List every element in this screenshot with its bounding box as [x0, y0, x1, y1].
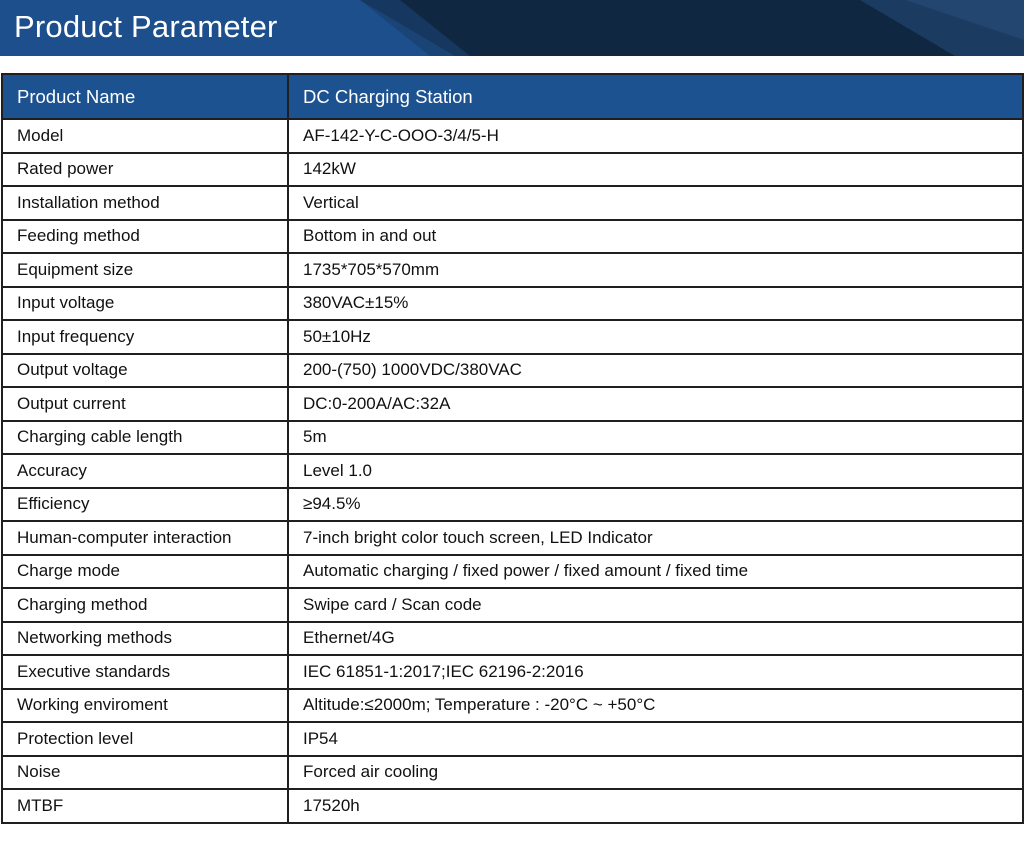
row-label-cell: Equipment size [2, 253, 288, 287]
table-row [2, 387, 1023, 421]
row-label-cell: Human-computer interaction [2, 521, 288, 555]
page-title: Product Parameter [14, 9, 278, 44]
row-value-cell: Swipe card / Scan code [288, 588, 1023, 622]
row-label-cell: Installation method [2, 186, 288, 220]
table-row [2, 320, 1023, 354]
table-row [2, 186, 1023, 220]
row-label-cell: Working enviroment [2, 689, 288, 723]
table-row [2, 655, 1023, 689]
table-row [2, 521, 1023, 555]
table-row [2, 153, 1023, 187]
row-label-cell: Input frequency [2, 320, 288, 354]
title-banner [0, 0, 1024, 56]
row-value-cell: 50±10Hz [288, 320, 1023, 354]
row-value-cell: Vertical [288, 186, 1023, 220]
row-label-cell: Charge mode [2, 555, 288, 589]
row-label-cell: Protection level [2, 722, 288, 756]
row-value-cell: 1735*705*570mm [288, 253, 1023, 287]
row-label-cell: Executive standards [2, 655, 288, 689]
row-value-cell: 200-(750) 1000VDC/380VAC [288, 354, 1023, 388]
row-value-cell: Level 1.0 [288, 454, 1023, 488]
row-label-cell: Efficiency [2, 488, 288, 522]
parameter-table [1, 73, 1024, 824]
row-value-cell: Ethernet/4G [288, 622, 1023, 656]
table-header-row [2, 74, 1023, 119]
row-label-cell: Noise [2, 756, 288, 790]
table-row [2, 722, 1023, 756]
row-value-cell: Altitude:≤2000m; Temperature : -20°C ~ +50°C [288, 689, 1023, 723]
row-label-cell: Feeding method [2, 220, 288, 254]
table-row [2, 421, 1023, 455]
row-label-cell: Output current [2, 387, 288, 421]
row-label-cell: Rated power [2, 153, 288, 187]
row-value-cell: 380VAC±15% [288, 287, 1023, 321]
row-value-cell: Forced air cooling [288, 756, 1023, 790]
table-row [2, 119, 1023, 153]
row-label-cell: Input voltage [2, 287, 288, 321]
table-row [2, 789, 1023, 823]
row-value-cell: 5m [288, 421, 1023, 455]
row-label-cell: Charging method [2, 588, 288, 622]
table-row [2, 555, 1023, 589]
row-value-cell: IP54 [288, 722, 1023, 756]
table-row [2, 622, 1023, 656]
header-label-cell: Product Name [2, 74, 288, 119]
row-value-cell: Automatic charging / fixed power / fixed amount / fixed time [288, 555, 1023, 589]
table-row [2, 354, 1023, 388]
table-row [2, 756, 1023, 790]
row-value-cell: DC:0-200A/AC:32A [288, 387, 1023, 421]
row-value-cell: AF-142-Y-C-OOO-3/4/5-H [288, 119, 1023, 153]
row-value-cell: 17520h [288, 789, 1023, 823]
row-label-cell: Model [2, 119, 288, 153]
table-row [2, 454, 1023, 488]
row-value-cell: ≥94.5% [288, 488, 1023, 522]
header-value-cell: DC Charging Station [288, 74, 1023, 119]
table-row [2, 220, 1023, 254]
row-label-cell: Charging cable length [2, 421, 288, 455]
row-label-cell: MTBF [2, 789, 288, 823]
table-row [2, 488, 1023, 522]
table-row [2, 253, 1023, 287]
row-label-cell: Networking methods [2, 622, 288, 656]
row-label-cell: Output voltage [2, 354, 288, 388]
row-label-cell: Accuracy [2, 454, 288, 488]
row-value-cell: 142kW [288, 153, 1023, 187]
table-row [2, 588, 1023, 622]
table-row [2, 287, 1023, 321]
table-row [2, 689, 1023, 723]
row-value-cell: 7-inch bright color touch screen, LED Indicator [288, 521, 1023, 555]
row-value-cell: Bottom in and out [288, 220, 1023, 254]
row-value-cell: IEC 61851-1:2017;IEC 62196-2:2016 [288, 655, 1023, 689]
